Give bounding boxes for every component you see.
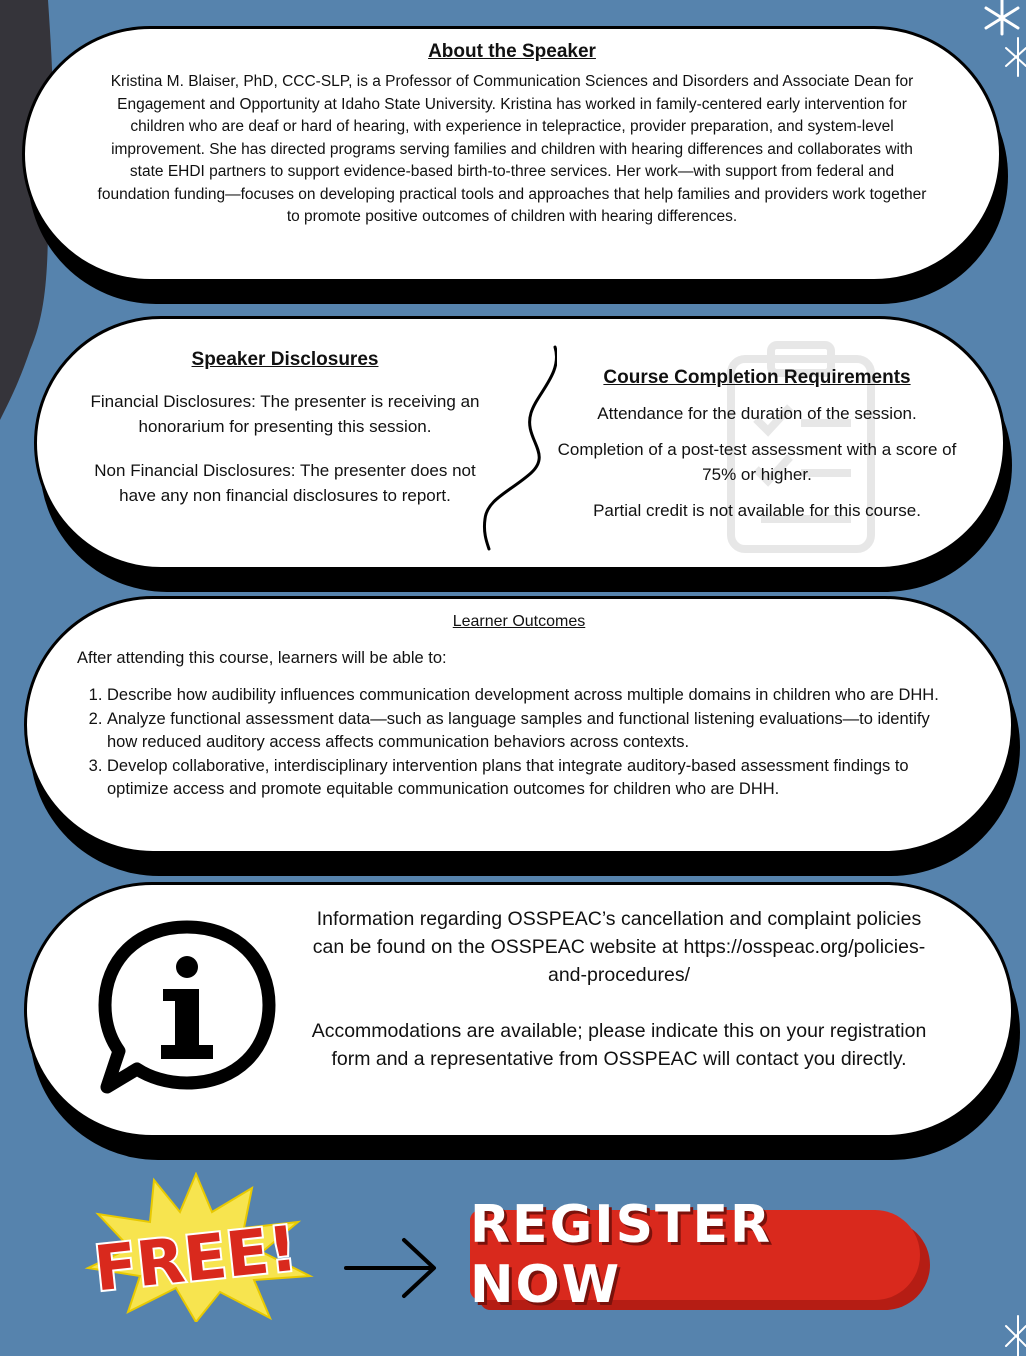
- snowflake-icon: [1004, 36, 1026, 80]
- info-speech-bubble-icon: [97, 919, 277, 1095]
- accommodations-text: Accommodations are available; please indicate this on your registration form and a representative from OSSPEAC will contact you directly.: [311, 1020, 927, 1070]
- financial-disclosure: Financial Disclosures: The presenter is receiving an honorarium for presenting this session.: [90, 392, 480, 436]
- learner-outcomes-card: [24, 596, 1014, 854]
- about-speaker-title: About the Speaker: [428, 41, 596, 62]
- arrow-right-icon: [344, 1236, 440, 1300]
- course-completion-title: Course Completion Requirements: [603, 367, 911, 388]
- free-burst-badge: [84, 1172, 314, 1322]
- learner-outcomes-intro: After attending this course, learners will be able to:: [77, 649, 447, 667]
- list-item: 2. Analyze functional assessment data—such as language samples and functional listening evaluations—to identify how reduced auditory access affects communication behaviors across contexts.: [107, 708, 961, 755]
- info-text-block: [309, 905, 929, 1101]
- policy-text: Information regarding OSSPEAC’s cancellation and complaint policies can be found on the OSSPEAC website at https://osspeac.org/policies-and-procedures/: [312, 908, 926, 986]
- list-item: 1. Describe how audibility influences communication development across multiple domains in children who are DHH.: [107, 684, 961, 708]
- completion-item: Attendance for the duration of the session.: [597, 404, 917, 423]
- squiggle-divider: [477, 343, 557, 553]
- about-speaker-card: [22, 26, 1002, 282]
- register-now-button[interactable]: REGISTER NOW: [470, 1210, 920, 1300]
- non-financial-disclosure: Non Financial Disclosures: The presenter does not have any non financial disclosures to report.: [94, 461, 476, 505]
- speaker-bio: Kristina M. Blaiser, PhD, CCC-SLP, is a Professor of Communication Sciences and Disorders and Associate Dean for Engagement and Opportunity at Idaho State University. Kristina has worked in family-centered early intervention for children who are deaf or hard of hearing, with experience in telepractice, provider preparation, and system-level improvement. She has directed programs serving families and children with hearing differences and collaborates with state EHDI partners to support evidence-based birth-to-three services. Her work—with support from federal and foundation funding—focuses on developing practical tools and approaches that help families and providers work together to promote positive outcomes of children with hearing differences.: [97, 73, 927, 225]
- learner-outcomes-title: Learner Outcomes: [452, 613, 586, 630]
- completion-item: Partial credit is not available for this course.: [593, 501, 921, 520]
- policy-info-card: [24, 882, 1014, 1138]
- completion-item: Completion of a post-test assessment with a score of 75% or higher.: [557, 440, 957, 484]
- speaker-disclosures-section: [75, 349, 495, 527]
- learner-outcomes-list: [77, 684, 961, 802]
- course-completion-section: [557, 367, 957, 534]
- free-label: FREE!: [90, 1211, 301, 1306]
- disclosures-card: [34, 316, 1006, 570]
- speaker-disclosures-title: Speaker Disclosures: [191, 349, 379, 370]
- snowflake-icon: [1002, 1312, 1026, 1356]
- snowflake-icon: [972, 0, 1026, 40]
- list-item: 3. Develop collaborative, interdisciplinary intervention plans that integrate auditory-based assessment findings to optimize access and promote equitable communication outcomes for children who are DHH.: [107, 755, 961, 802]
